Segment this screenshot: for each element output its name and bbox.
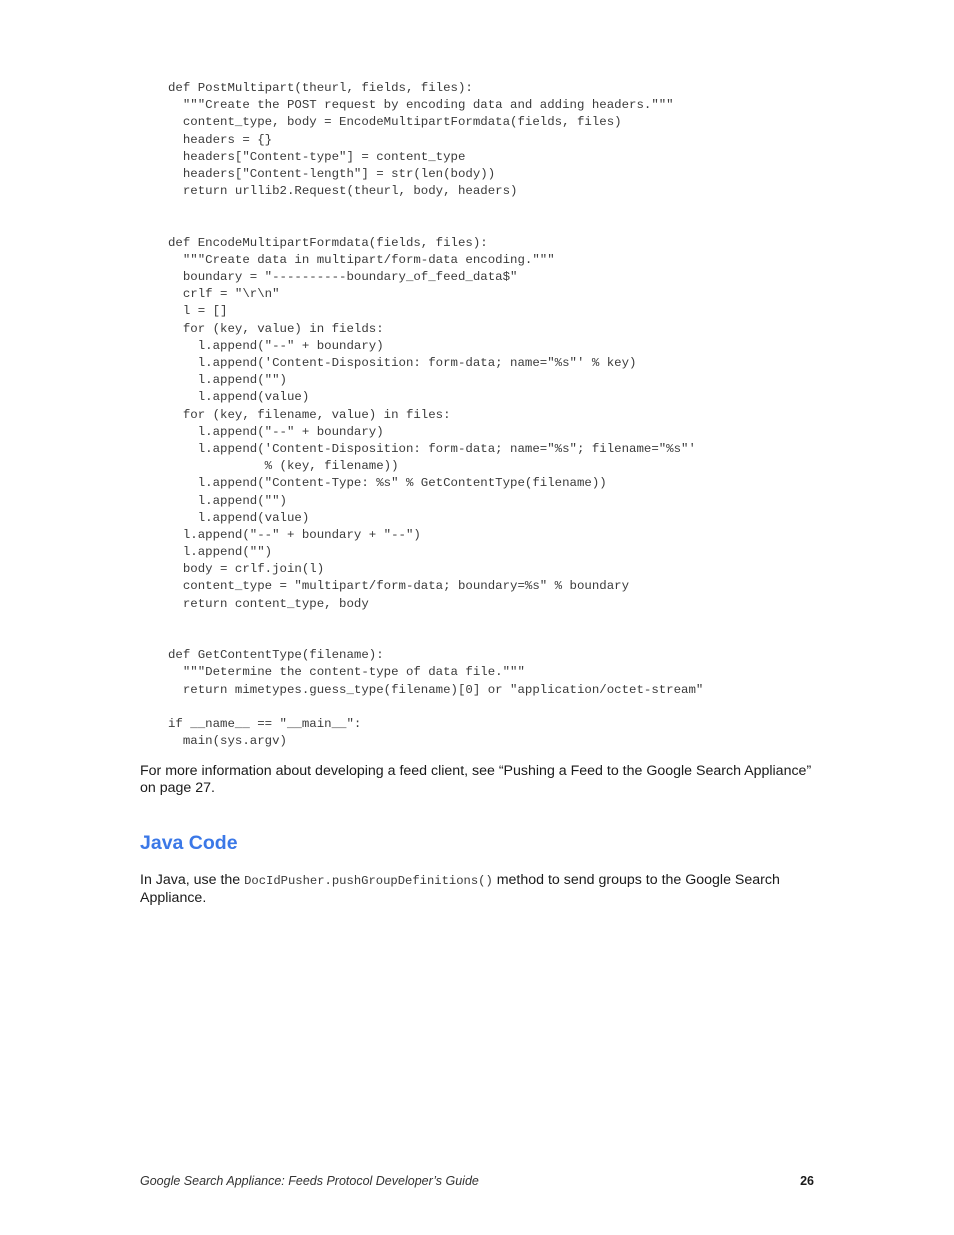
code-line: main(sys.argv) <box>168 734 287 749</box>
code-line: return content_type, body <box>168 596 369 611</box>
code-line <box>168 613 703 630</box>
code-line: body = crlf.join(l) <box>168 562 325 577</box>
inline-code: DocIdPusher.pushGroupDefinitions() <box>244 874 493 888</box>
footer-page-number: 26 <box>800 1174 814 1188</box>
code-line: l.append("--" + boundary) <box>168 338 384 353</box>
code-line: l.append("") <box>168 545 273 560</box>
java-info-paragraph <box>140 872 830 907</box>
code-line: """Create the POST request by encoding data and adding headers.""" <box>168 98 674 113</box>
code-line <box>168 218 703 235</box>
code-line: crlf = "\r\n" <box>168 287 280 302</box>
code-line: boundary = "----------boundary_of_feed_data$" <box>168 270 518 285</box>
code-line: return mimetypes.guess_type(filename)[0] or "application/octet-stream" <box>168 682 704 697</box>
code-line: l.append("Content-Type: %s" % GetContentType(filename)) <box>168 476 607 491</box>
code-line: for (key, value) in fields: <box>168 321 384 336</box>
code-line: l.append(value) <box>168 390 310 405</box>
section-heading: Java Code <box>140 832 238 854</box>
code-line: l.append("") <box>168 493 287 508</box>
code-line: for (key, filename, value) in files: <box>168 407 451 422</box>
code-line: headers["Content-length"] = str(len(body)) <box>168 166 496 181</box>
paragraph-text: method to send groups to the Google Search Appliance. <box>140 872 780 906</box>
code-line: """Create data in multipart/form-data encoding.""" <box>168 252 555 267</box>
code-line: if __name__ == "__main__": <box>168 716 362 731</box>
code-line: def EncodeMultipartFormdata(fields, files): <box>168 235 488 250</box>
code-line: def GetContentType(filename): <box>168 648 384 663</box>
code-line <box>168 200 703 217</box>
code-line: l.append("--" + boundary + "--") <box>168 527 421 542</box>
code-line: l.append('Content-Disposition: form-data; name="%s"' % key) <box>168 356 637 370</box>
code-line <box>168 630 703 647</box>
code-line: l.append("") <box>168 373 287 388</box>
code-line: headers["Content-type"] = content_type <box>168 149 466 164</box>
code-line: l.append(value) <box>168 510 310 525</box>
code-line: content_type = "multipart/form-data; boundary=%s" % boundary <box>168 579 630 594</box>
code-line: """Determine the content-type of data file.""" <box>168 665 525 680</box>
python-code-block <box>168 80 703 750</box>
footer-document-title: Google Search Appliance: Feeds Protocol Developer’s Guide <box>140 1174 479 1188</box>
code-line: content_type, body = EncodeMultipartFormdata(fields, files) <box>168 115 622 130</box>
code-line <box>168 699 703 716</box>
code-line: def PostMultipart(theurl, fields, files): <box>168 81 473 95</box>
code-line: % (key, filename)) <box>168 459 399 474</box>
paragraph-text: In Java, use the <box>140 872 245 888</box>
code-line: l.append('Content-Disposition: form-data; name="%s"; filename="%s"' <box>168 441 696 456</box>
code-line: l.append("--" + boundary) <box>168 424 384 439</box>
feed-client-info-paragraph: For more information about developing a feed client, see “Pushing a Feed to the Google Search Appliance” on page 27. <box>140 763 812 796</box>
code-line: l = [] <box>168 304 228 319</box>
code-line: headers = {} <box>168 132 273 147</box>
code-line: return urllib2.Request(theurl, body, headers) <box>168 184 518 199</box>
